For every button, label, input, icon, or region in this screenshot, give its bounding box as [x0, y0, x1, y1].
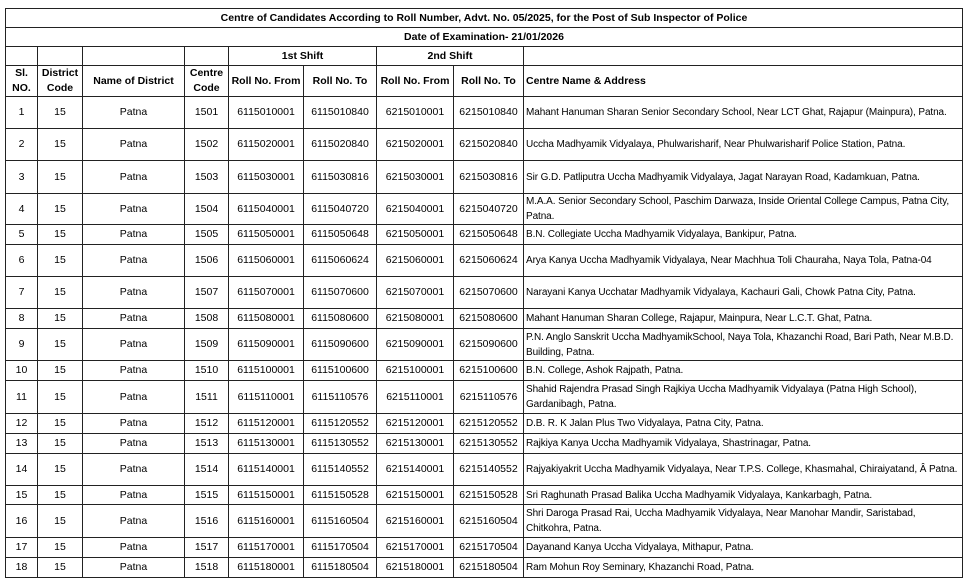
cell-sl-no: 4 — [6, 194, 38, 225]
cell-shift1-roll-to: 6115140552 — [304, 454, 377, 486]
table-row — [6, 381, 963, 414]
table-row — [6, 245, 963, 277]
cell-district-code: 15 — [38, 538, 83, 558]
cell-district-code: 15 — [38, 129, 83, 161]
cell-shift1-roll-from: 6115030001 — [229, 161, 304, 194]
cell-centre-address: P.N. Anglo Sanskrit Uccha MadhyamikSchool, Naya Tola, Khazanchi Road, Bari Path, Near M.B.D. Building, Patna. — [524, 329, 963, 361]
second-shift-header: 2nd Shift — [377, 47, 524, 66]
cell-shift2-roll-to: 6215140552 — [454, 454, 524, 486]
cell-centre-address: Shahid Rajendra Prasad Singh Rajkiya Uccha Madhyamik Vidyalaya (Patna High School), Gardanibagh, Patna. — [524, 381, 963, 414]
cell-sl-no: 14 — [6, 454, 38, 486]
cell-district-name: Patna — [83, 225, 185, 245]
col-centre-code: Centre Code — [185, 66, 229, 97]
cell-shift2-roll-to: 6215100600 — [454, 361, 524, 381]
col-shift1-roll-to: Roll No. To — [304, 66, 377, 97]
cell-shift2-roll-to: 6215120552 — [454, 414, 524, 434]
col-district-name: Name of District — [83, 66, 185, 97]
cell-district-code: 15 — [38, 558, 83, 578]
document-title: Centre of Candidates According to Roll Number, Advt. No. 05/2025, for the Post of Sub Inspector of Police — [6, 9, 963, 28]
table-row — [6, 161, 963, 194]
table-row — [6, 309, 963, 329]
cell-shift1-roll-to: 6115090600 — [304, 329, 377, 361]
cell-centre-address: Mahant Hanuman Sharan Senior Secondary School, Near LCT Ghat, Rajapur (Mainpura), Patna. — [524, 97, 963, 129]
col-district-code: District Code — [38, 66, 83, 97]
blank-header — [524, 47, 963, 66]
table-row — [6, 505, 963, 538]
blank-header — [6, 47, 38, 66]
cell-shift2-roll-to: 6215090600 — [454, 329, 524, 361]
table-row — [6, 97, 963, 129]
cell-sl-no: 9 — [6, 329, 38, 361]
cell-shift1-roll-from: 6115020001 — [229, 129, 304, 161]
cell-district-code: 15 — [38, 329, 83, 361]
cell-district-code: 15 — [38, 454, 83, 486]
cell-centre-address: Arya Kanya Uccha Madhyamik Vidyalaya, Near Machhua Toli Chauraha, Naya Tola, Patna-04 — [524, 245, 963, 277]
cell-shift1-roll-to: 6115020840 — [304, 129, 377, 161]
cell-centre-code: 1507 — [185, 277, 229, 309]
cell-shift2-roll-to: 6215130552 — [454, 434, 524, 454]
cell-district-code: 15 — [38, 277, 83, 309]
cell-centre-code: 1503 — [185, 161, 229, 194]
cell-sl-no: 5 — [6, 225, 38, 245]
cell-shift2-roll-from: 6215130001 — [377, 434, 454, 454]
cell-shift2-roll-from: 6215160001 — [377, 505, 454, 538]
cell-shift2-roll-to: 6215020840 — [454, 129, 524, 161]
cell-centre-code: 1502 — [185, 129, 229, 161]
cell-shift1-roll-to: 6115130552 — [304, 434, 377, 454]
cell-district-code: 15 — [38, 361, 83, 381]
cell-district-name: Patna — [83, 129, 185, 161]
cell-shift2-roll-from: 6215070001 — [377, 277, 454, 309]
cell-centre-code: 1504 — [185, 194, 229, 225]
cell-shift2-roll-to: 6215080600 — [454, 309, 524, 329]
cell-shift2-roll-from: 6215140001 — [377, 454, 454, 486]
cell-district-name: Patna — [83, 161, 185, 194]
cell-centre-code: 1505 — [185, 225, 229, 245]
cell-shift1-roll-from: 6115070001 — [229, 277, 304, 309]
cell-centre-code: 1518 — [185, 558, 229, 578]
cell-centre-address: B.N. Collegiate Uccha Madhyamik Vidyalaya, Bankipur, Patna. — [524, 225, 963, 245]
cell-centre-address: Dayanand Kanya Uccha Vidyalaya, Mithapur, Patna. — [524, 538, 963, 558]
cell-shift2-roll-to: 6215060624 — [454, 245, 524, 277]
cell-shift1-roll-from: 6115160001 — [229, 505, 304, 538]
cell-shift1-roll-from: 6115150001 — [229, 486, 304, 505]
cell-district-code: 15 — [38, 505, 83, 538]
cell-shift2-roll-to: 6215030816 — [454, 161, 524, 194]
cell-shift1-roll-to: 6115050648 — [304, 225, 377, 245]
cell-shift1-roll-from: 6115130001 — [229, 434, 304, 454]
table-row — [6, 434, 963, 454]
cell-shift1-roll-from: 6115040001 — [229, 194, 304, 225]
cell-sl-no: 13 — [6, 434, 38, 454]
cell-sl-no: 2 — [6, 129, 38, 161]
cell-shift1-roll-to: 6115070600 — [304, 277, 377, 309]
cell-shift1-roll-to: 6115150528 — [304, 486, 377, 505]
cell-centre-address: B.N. College, Ashok Rajpath, Patna. — [524, 361, 963, 381]
cell-shift2-roll-from: 6215060001 — [377, 245, 454, 277]
cell-centre-code: 1506 — [185, 245, 229, 277]
cell-shift1-roll-to: 6115180504 — [304, 558, 377, 578]
table-row — [6, 486, 963, 505]
cell-district-code: 15 — [38, 434, 83, 454]
cell-shift1-roll-to: 6115060624 — [304, 245, 377, 277]
cell-district-name: Patna — [83, 277, 185, 309]
cell-shift2-roll-to: 6215170504 — [454, 538, 524, 558]
cell-sl-no: 7 — [6, 277, 38, 309]
cell-centre-address: Rajkiya Kanya Uccha Madhyamik Vidyalaya, Shastrinagar, Patna. — [524, 434, 963, 454]
centre-allocation-table — [5, 8, 963, 578]
cell-shift2-roll-from: 6215080001 — [377, 309, 454, 329]
cell-sl-no: 11 — [6, 381, 38, 414]
cell-centre-address: Ram Mohun Roy Seminary, Khazanchi Road, Patna. — [524, 558, 963, 578]
cell-district-name: Patna — [83, 245, 185, 277]
cell-shift2-roll-from: 6215100001 — [377, 361, 454, 381]
cell-district-name: Patna — [83, 329, 185, 361]
cell-sl-no: 18 — [6, 558, 38, 578]
cell-shift2-roll-from: 6215010001 — [377, 97, 454, 129]
cell-shift2-roll-from: 6215090001 — [377, 329, 454, 361]
cell-district-code: 15 — [38, 414, 83, 434]
cell-shift2-roll-to: 6215110576 — [454, 381, 524, 414]
cell-sl-no: 3 — [6, 161, 38, 194]
cell-centre-code: 1501 — [185, 97, 229, 129]
col-shift2-roll-to: Roll No. To — [454, 66, 524, 97]
cell-centre-address: Rajyakiyakrit Uccha Madhyamik Vidyalaya, Near T.P.S. College, Khasmahal, Chiraiyatand, Â Patna. — [524, 454, 963, 486]
exam-date: Date of Examination- 21/01/2026 — [6, 28, 963, 47]
cell-shift2-roll-from: 6215150001 — [377, 486, 454, 505]
cell-shift2-roll-to: 6215160504 — [454, 505, 524, 538]
cell-district-name: Patna — [83, 309, 185, 329]
cell-centre-code: 1509 — [185, 329, 229, 361]
table-row — [6, 538, 963, 558]
col-shift1-roll-from: Roll No. From — [229, 66, 304, 97]
cell-district-name: Patna — [83, 381, 185, 414]
cell-district-name: Patna — [83, 414, 185, 434]
col-shift2-roll-from: Roll No. From — [377, 66, 454, 97]
table-row — [6, 558, 963, 578]
cell-centre-address: D.B. R. K Jalan Plus Two Vidyalaya, Patna City, Patna. — [524, 414, 963, 434]
table-row — [6, 225, 963, 245]
cell-sl-no: 1 — [6, 97, 38, 129]
cell-shift2-roll-to: 6215050648 — [454, 225, 524, 245]
cell-district-name: Patna — [83, 97, 185, 129]
cell-shift1-roll-from: 6115050001 — [229, 225, 304, 245]
cell-centre-code: 1511 — [185, 381, 229, 414]
cell-district-name: Patna — [83, 558, 185, 578]
cell-centre-code: 1512 — [185, 414, 229, 434]
cell-district-code: 15 — [38, 225, 83, 245]
cell-shift2-roll-from: 6215040001 — [377, 194, 454, 225]
cell-shift2-roll-to: 6215070600 — [454, 277, 524, 309]
cell-shift1-roll-to: 6115010840 — [304, 97, 377, 129]
cell-district-name: Patna — [83, 434, 185, 454]
cell-shift1-roll-to: 6115170504 — [304, 538, 377, 558]
cell-shift1-roll-to: 6115030816 — [304, 161, 377, 194]
cell-district-name: Patna — [83, 538, 185, 558]
cell-shift2-roll-from: 6215020001 — [377, 129, 454, 161]
cell-shift1-roll-from: 6115100001 — [229, 361, 304, 381]
cell-sl-no: 8 — [6, 309, 38, 329]
table-row — [6, 194, 963, 225]
cell-centre-address: M.A.A. Senior Secondary School, Paschim Darwaza, Inside Oriental College Campus, Patna City, Patna. — [524, 194, 963, 225]
cell-shift1-roll-to: 6115160504 — [304, 505, 377, 538]
cell-centre-address: Shri Daroga Prasad Rai, Uccha Madhyamik Vidyalaya, Near Manohar Mandir, Saristabad, Chitkohra, Patna. — [524, 505, 963, 538]
cell-shift1-roll-to: 6115040720 — [304, 194, 377, 225]
cell-district-name: Patna — [83, 454, 185, 486]
cell-district-code: 15 — [38, 486, 83, 505]
cell-district-name: Patna — [83, 486, 185, 505]
cell-district-code: 15 — [38, 97, 83, 129]
cell-centre-code: 1516 — [185, 505, 229, 538]
cell-shift2-roll-to: 6215150528 — [454, 486, 524, 505]
cell-centre-code: 1515 — [185, 486, 229, 505]
cell-sl-no: 12 — [6, 414, 38, 434]
cell-centre-code: 1510 — [185, 361, 229, 381]
cell-centre-code: 1514 — [185, 454, 229, 486]
cell-shift1-roll-from: 6115170001 — [229, 538, 304, 558]
table-row — [6, 361, 963, 381]
cell-district-name: Patna — [83, 505, 185, 538]
cell-shift2-roll-to: 6215180504 — [454, 558, 524, 578]
cell-sl-no: 17 — [6, 538, 38, 558]
first-shift-header: 1st Shift — [229, 47, 377, 66]
cell-district-code: 15 — [38, 245, 83, 277]
cell-district-code: 15 — [38, 194, 83, 225]
table-row — [6, 129, 963, 161]
cell-shift1-roll-from: 6115180001 — [229, 558, 304, 578]
cell-sl-no: 6 — [6, 245, 38, 277]
table-row — [6, 414, 963, 434]
cell-shift2-roll-to: 6215010840 — [454, 97, 524, 129]
cell-centre-code: 1513 — [185, 434, 229, 454]
cell-shift2-roll-from: 6215050001 — [377, 225, 454, 245]
cell-sl-no: 10 — [6, 361, 38, 381]
cell-shift1-roll-from: 6115060001 — [229, 245, 304, 277]
cell-centre-address: Uccha Madhyamik Vidyalaya, Phulwarisharif, Near Phulwarisharif Police Station, Patna. — [524, 129, 963, 161]
cell-shift1-roll-from: 6115120001 — [229, 414, 304, 434]
cell-shift1-roll-from: 6115090001 — [229, 329, 304, 361]
cell-shift1-roll-to: 6115100600 — [304, 361, 377, 381]
cell-shift1-roll-to: 6115080600 — [304, 309, 377, 329]
cell-district-name: Patna — [83, 361, 185, 381]
col-sl-no: Sl. NO. — [6, 66, 38, 97]
cell-shift2-roll-from: 6215030001 — [377, 161, 454, 194]
blank-header — [38, 47, 83, 66]
cell-sl-no: 15 — [6, 486, 38, 505]
cell-sl-no: 16 — [6, 505, 38, 538]
cell-shift2-roll-from: 6215120001 — [377, 414, 454, 434]
cell-shift1-roll-from: 6115140001 — [229, 454, 304, 486]
cell-district-code: 15 — [38, 161, 83, 194]
cell-centre-code: 1508 — [185, 309, 229, 329]
cell-shift2-roll-to: 6215040720 — [454, 194, 524, 225]
cell-centre-address: Sir G.D. Patliputra Uccha Madhyamik Vidyalaya, Jagat Narayan Road, Kadamkuan, Patna. — [524, 161, 963, 194]
table-row — [6, 329, 963, 361]
cell-centre-address: Narayani Kanya Ucchatar Madhyamik Vidyalaya, Kachauri Gali, Chowk Patna City, Patna. — [524, 277, 963, 309]
blank-header — [83, 47, 185, 66]
cell-shift1-roll-to: 6115120552 — [304, 414, 377, 434]
cell-shift1-roll-from: 6115080001 — [229, 309, 304, 329]
table-row — [6, 454, 963, 486]
cell-shift1-roll-from: 6115010001 — [229, 97, 304, 129]
table-row — [6, 277, 963, 309]
cell-shift2-roll-from: 6215110001 — [377, 381, 454, 414]
cell-shift1-roll-to: 6115110576 — [304, 381, 377, 414]
cell-district-code: 15 — [38, 381, 83, 414]
cell-shift1-roll-from: 6115110001 — [229, 381, 304, 414]
cell-centre-code: 1517 — [185, 538, 229, 558]
col-centre-address: Centre Name & Address — [524, 66, 963, 97]
cell-district-name: Patna — [83, 194, 185, 225]
cell-centre-address: Mahant Hanuman Sharan College, Rajapur, Mainpura, Near L.C.T. Ghat, Patna. — [524, 309, 963, 329]
cell-shift2-roll-from: 6215170001 — [377, 538, 454, 558]
cell-centre-address: Sri Raghunath Prasad Balika Uccha Madhyamik Vidyalaya, Kankarbagh, Patna. — [524, 486, 963, 505]
blank-header — [185, 47, 229, 66]
cell-shift2-roll-from: 6215180001 — [377, 558, 454, 578]
cell-district-code: 15 — [38, 309, 83, 329]
